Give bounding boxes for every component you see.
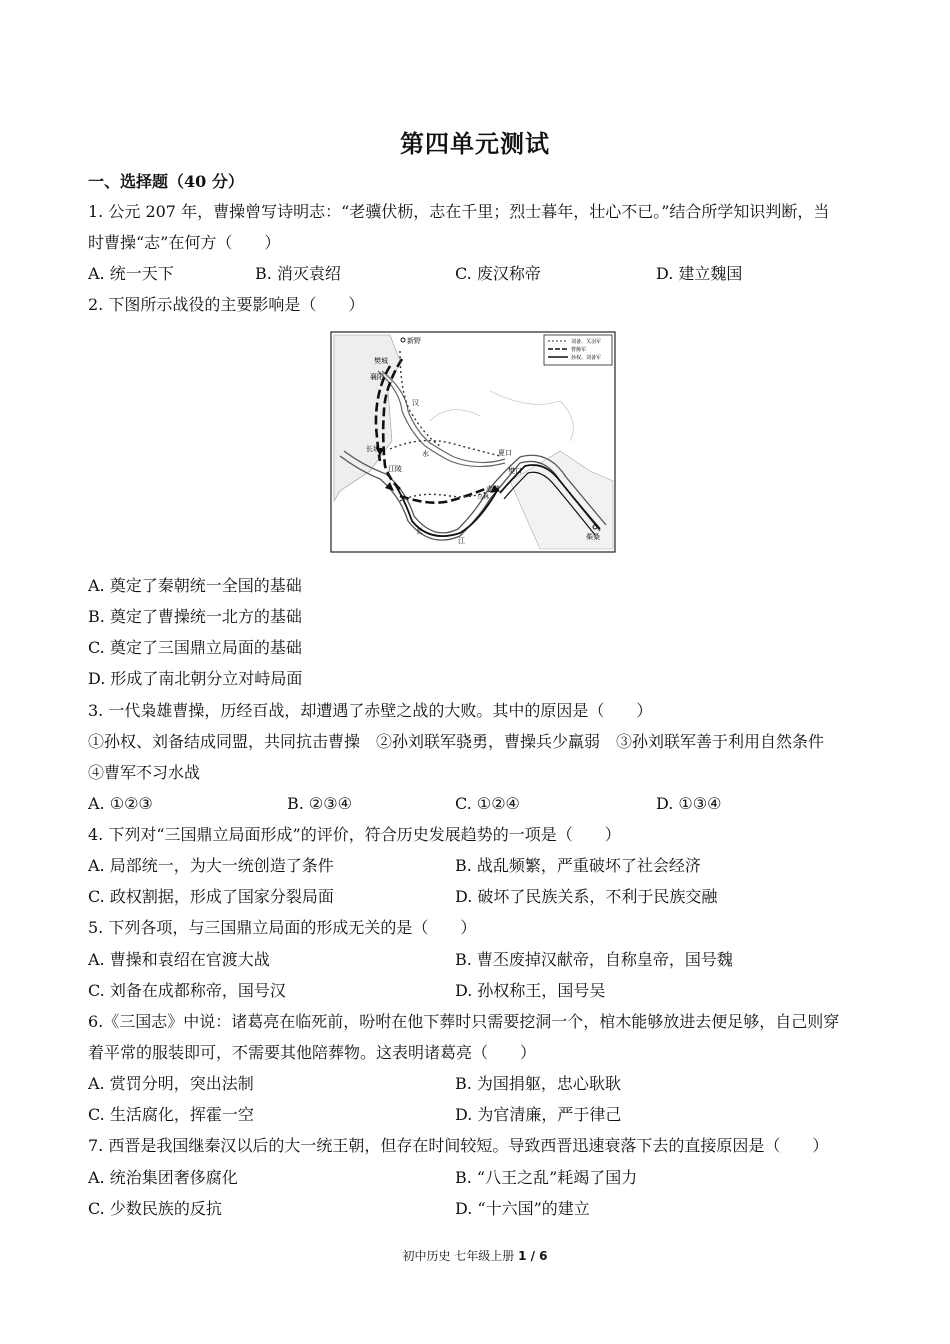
map-label-jiangling: 江陵	[388, 465, 402, 473]
map-label-chang: 长	[416, 527, 423, 535]
q7-option-a: A. 统治集团奢侈腐化	[88, 1168, 238, 1187]
page-footer	[0, 1247, 950, 1264]
map-label-chibi: 赤壁	[486, 485, 500, 493]
map-label-xinye: 新野	[407, 337, 421, 345]
q2-option-d: D. 形成了南北朝分立对峙局面	[88, 669, 303, 688]
q1-option-a: A. 统一天下	[88, 264, 174, 283]
q4-option-a: A. 局部统一，为大一统创造了条件	[88, 856, 334, 875]
q1-option-c: C. 废汉称帝	[455, 264, 541, 283]
battle-map	[330, 331, 616, 553]
q6-option-d: D. 为官清廉，严于律己	[455, 1105, 622, 1124]
q4-option-c: C. 政权割据，形成了国家分裂局面	[88, 887, 334, 906]
q7-option-d: D. “十六国”的建立	[455, 1199, 590, 1218]
map-label-han: 汉	[412, 399, 419, 407]
q2-option-b: B. 奠定了曹操统一北方的基础	[88, 607, 302, 626]
q5-option-c: C. 刘备在成都称帝，国号汉	[88, 981, 286, 1000]
q3-items-line2: ④曹军不习水战	[88, 763, 201, 782]
map-label-jiang: 江	[458, 537, 465, 545]
q7-option-b: B. “八王之乱”耗竭了国力	[455, 1168, 638, 1187]
q1-stem-line1: 1. 公元 207 年，曹操曾写诗明志：“老骥伏枥，志在千里；烈士暮年，壮心不已。”结合所学知识判断，当	[88, 202, 830, 221]
map-label-chaisang: 柴桑	[586, 533, 600, 541]
q1-stem-line2: 时曹操“志”在何方（ ）	[88, 233, 281, 252]
map-label-shui: 水	[422, 450, 429, 458]
legend-liu-guan: 刘备、关羽军	[571, 339, 602, 345]
legend-cao: 曹操军	[571, 347, 587, 353]
map-label-xiangyang: 襄阳	[370, 373, 384, 381]
q3-option-c: C. ①②④	[455, 794, 520, 813]
q3-option-a: A. ①②③	[88, 794, 153, 813]
map-label-fancheng: 樊城	[374, 357, 388, 365]
q1-option-d: D. 建立魏国	[656, 264, 743, 283]
q2-stem: 2. 下图所示战役的主要影响是（ ）	[88, 295, 365, 314]
map-label-wulin: 乌林	[477, 494, 490, 501]
q4-option-d: D. 破坏了民族关系，不利于民族交融	[455, 887, 718, 906]
q2-option-c: C. 奠定了三国鼎立局面的基础	[88, 638, 302, 657]
q3-option-b: B. ②③④	[287, 794, 352, 813]
q7-option-c: C. 少数民族的反抗	[88, 1199, 222, 1218]
section-heading: 一、选择题（40 分）	[88, 172, 244, 191]
q4-stem: 4. 下列对“三国鼎立局面形成”的评价，符合历史发展趋势的一项是（ ）	[88, 825, 621, 844]
q6-stem-line1: 6.《三国志》中说：诸葛亮在临死前，吩咐在他下葬时只需要挖洞一个，棺木能够放进去便足够，自己则穿	[88, 1012, 840, 1031]
q3-stem: 3. 一代枭雄曹操，历经百战，却遭遇了赤壁之战的大败。其中的原因是（ ）	[88, 701, 653, 720]
q5-option-b: B. 曹丕废掉汉献帝，自称皇帝，国号魏	[455, 950, 733, 969]
q3-option-d: D. ①③④	[656, 794, 722, 813]
q6-option-c: C. 生活腐化，挥霍一空	[88, 1105, 254, 1124]
q5-stem: 5. 下列各项，与三国鼎立局面的形成无关的是（ ）	[88, 918, 477, 937]
map-label-changban: 长坂	[366, 445, 380, 453]
q6-option-b: B. 为国捐躯，忠心耿耿	[455, 1074, 621, 1093]
map-label-xiakou: 夏口	[498, 449, 512, 457]
q2-option-a: A. 奠定了秦朝统一全国的基础	[88, 576, 302, 595]
legend-sun-liu: 孙权、刘备军	[571, 355, 602, 361]
page-title: 第四单元测试	[400, 129, 550, 158]
q6-option-a: A. 赏罚分明，突出法制	[88, 1074, 254, 1093]
q6-stem-line2: 着平常的服装即可，不需要其他陪葬物。这表明诸葛亮（ ）	[88, 1043, 537, 1062]
map-label-fankou: 樊口	[508, 467, 522, 475]
q5-option-a: A. 曹操和袁绍在官渡大战	[88, 950, 270, 969]
footer-text: 初中历史 七年级上册	[402, 1249, 519, 1263]
q5-option-d: D. 孙权称王，国号吴	[455, 981, 606, 1000]
q7-stem: 7. 西晋是我国继秦汉以后的大一统王朝，但存在时间较短。导致西晋迅速衰落下去的直接原因是（ ）	[88, 1136, 829, 1155]
q4-option-b: B. 战乱频繁，严重破坏了社会经济	[455, 856, 701, 875]
q3-items-line1: ①孙权、刘备结成同盟，共同抗击曹操 ②孙刘联军骁勇，曹操兵少羸弱 ③孙刘联军善于利用自然条件	[88, 732, 825, 751]
page-number: 1 / 6	[518, 1249, 548, 1263]
q1-option-b: B. 消灭袁绍	[255, 264, 341, 283]
